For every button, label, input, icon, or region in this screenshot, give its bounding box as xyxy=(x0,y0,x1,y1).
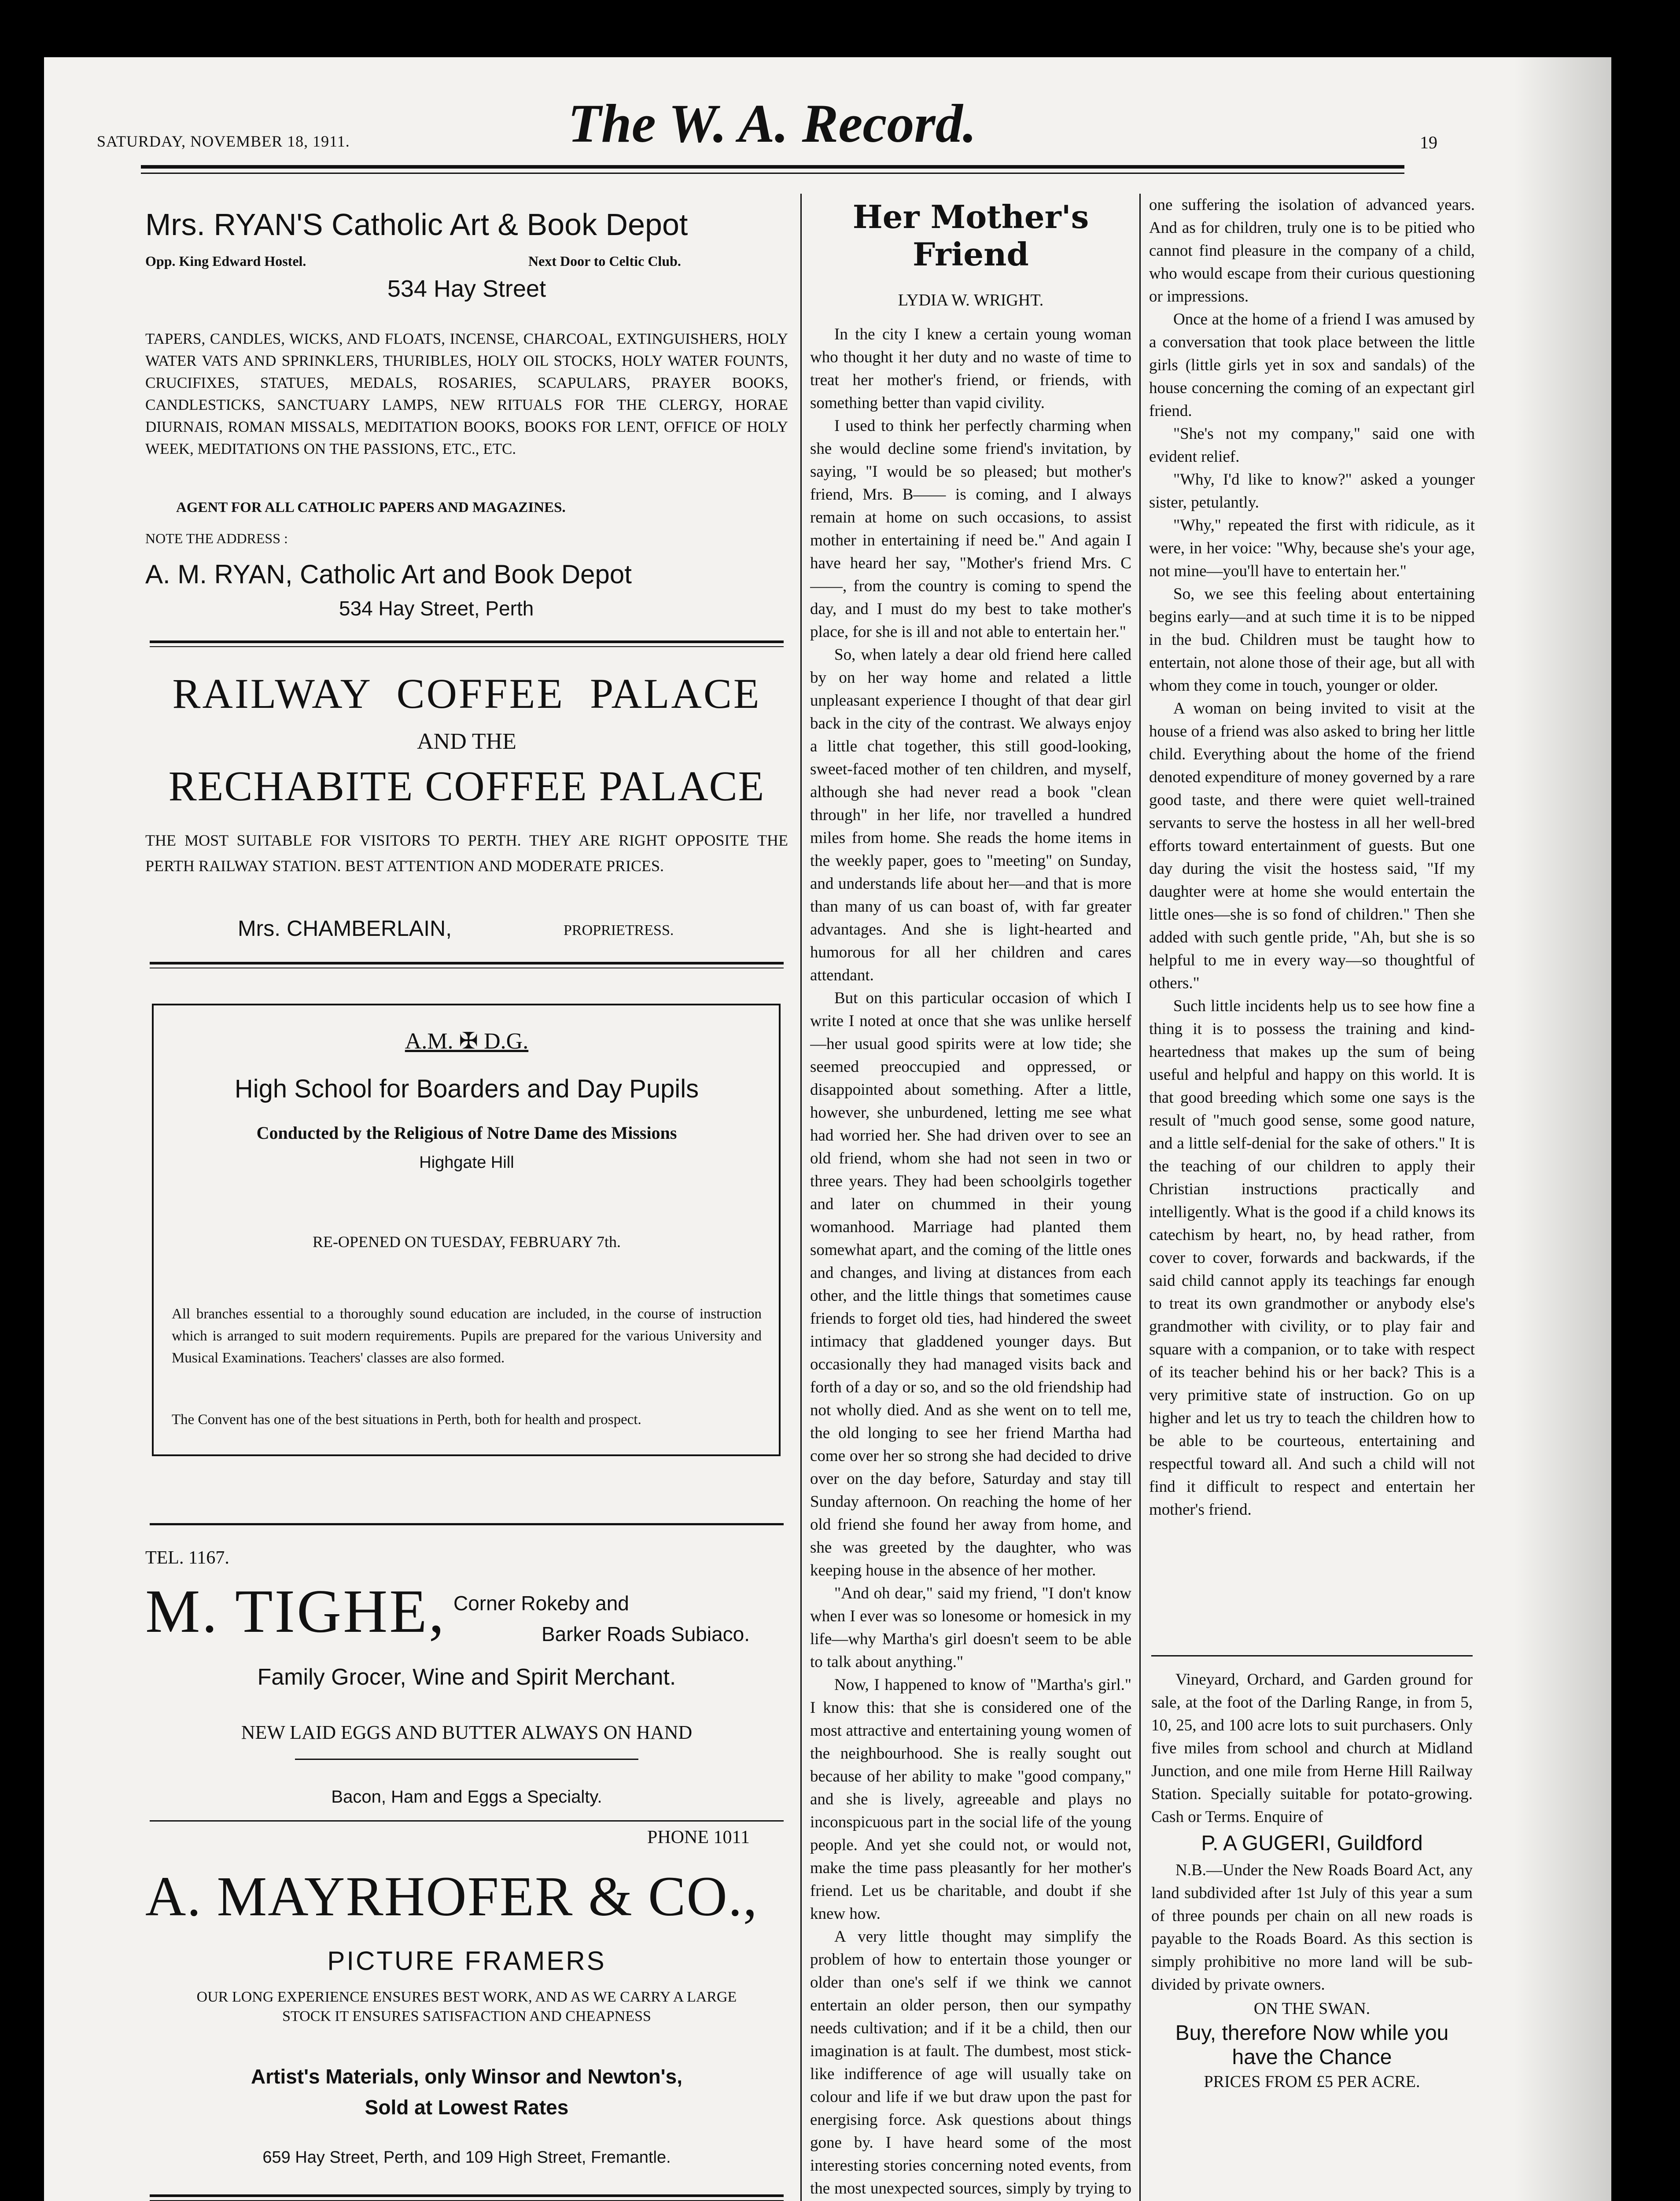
ryan-items: TAPERS, CANDLES, WICKS, AND FLOATS, INCENSE, CHARCOAL, EXTINGUISHERS, HOLY WATER VATS AND SPRINKLERS, THURIBLES, HOLY OIL STOCKS, HOLY WATER FOUNTS, CRUCIFIXES, STATUES, MEDALS, ROSARIES, SCAPULARS, PRAYER BOOKS, CANDLESTICKS, SANCTUARY LAMPS, NEW RITUALS FOR THE CLERGY, HORAE DIURNAIS, ROMAN MISSALS, MEDITATION BOOKS, BOOKS FOR LENT, OFFICE OF HOLY WEEK, MEDITATIONS ON THE PASSIONS, ETC., ETC. xyxy=(145,330,788,457)
article-byline: LYDIA W. WRIGHT. xyxy=(898,291,1044,309)
ryan-address: 534 Hay Street xyxy=(387,276,546,302)
tighe-tel: TEL. 1167. xyxy=(145,1548,229,1568)
ryan-title: Mrs. RYAN'S Catholic Art & Book Depot xyxy=(145,207,688,242)
ryan-note: NOTE THE ADDRESS : xyxy=(145,530,288,546)
article-paragraph: "Why, I'd like to know?" asked a younger sister, petulantly. xyxy=(1149,471,1475,512)
header-date: SATURDAY, NOVEMBER 18, 1911. xyxy=(97,133,350,150)
article-column-2 xyxy=(1149,194,1475,1638)
page-edge-shadow xyxy=(1514,57,1611,2201)
school-reopened: RE-OPENED ON TUESDAY, FEBRUARY 7th. xyxy=(312,1233,621,1251)
article-paragraph: one suffering the isolation of advanced years. And as for children, truly one is to be pitied who cannot find pleasure in the company of a child, who would escape from their curious questioning or impressions. xyxy=(1149,196,1475,305)
school-ad-box xyxy=(152,1004,781,1456)
mayrhofer-materials2: Sold at Lowest Rates xyxy=(365,2096,569,2119)
header-rule xyxy=(141,165,1404,169)
article-paragraph: A very little thought may simplify the problem of how to entertain those younger or older than one's self if we think we cannot entertain an older person, then our sympathy needs cultivation; and if it be a child, then our imagination is at fault. The dumbest, most stick-like indifference of age will usually take on colour and life if we but draw upon the past for energising force. Ask questions about things gone by. I have heard some of the most interesting stories concerning noted events, from the most unexpected sources, simply by trying to xyxy=(810,1928,1131,2197)
divider xyxy=(150,962,784,964)
vineyard-buy1: Buy, therefore Now while you xyxy=(1175,2021,1449,2045)
tighe-eggs: NEW LAID EGGS AND BUTTER ALWAYS ON HAND xyxy=(241,1722,693,1743)
article-paragraph: Now, I happened to know of "Martha's girl." I know this: that she is considered one of the most attractive and entertaining young women of the neighbourhood. She is really sought out because of her ability to make "good company," and she is lively, agreeable and plays no inconspicuous part in the social life of the young people. And yet she could not, or would not, make the time pass pleasantly for her mother's friend. Let us be charitable, and doubt if she knew how. xyxy=(810,1676,1131,1923)
tighe-trade: Family Grocer, Wine and Spirit Merchant. xyxy=(257,1664,676,1690)
ryan-left-tag: Opp. King Edward Hostel. xyxy=(145,253,306,269)
vineyard-note: N.B.—Under the New Roads Board Act, any land subdivided after 1st July of this year a sum of three pounds per chain on all new roads is payable to the Roads Board. As this section is simply prohibitive no more land will be sub-divided by private owners. xyxy=(1151,1861,1473,1994)
article-paragraph: But on this particular occasion of which I write I noted at once that she was unlike herself—her usual good spirits were at low tide; she seemed preoccupied and oppressed, or disappointed about something. After a little, however, she unburdened, letting me see what had worried her. She had driven over to see an old friend, whom she had not seen in two or three years. They had been schoolgirls together and later on chummed in their young womanhood. Marriage had planted them somewhat apart, and the coming of the little ones and changes, and living at distances from each other, and the little things that sometimes cause friends to forget old ties, had hindered the sweet intimacy that gladdened younger days. But occasionally they had managed visits back and forth of a day or so, and so the old friendship had not wholly died. And as she went on to tell me, the old longing to see her friend Martha had come over her so strong she had decided to drive over on the day before, Saturday and stay till Sunday afternoon. On reaching the home of her old friend she found her away from home, and she was greeted by the daughter, who was keeping house in the absence of her mother. xyxy=(810,989,1131,1579)
mayrhofer-name: A. MAYRHOFER & CO., xyxy=(145,1865,758,1928)
school-subtitle: Conducted by the Religious of Notre Dame des Missions xyxy=(256,1123,677,1143)
mayrhofer-materials1: Artist's Materials, only Winsor and Newton's, xyxy=(251,2065,682,2088)
article-paragraph: I used to think her perfectly charming when she would decline some friend's invitation, by saying, "I would be so pleased; but mother's friend, Mrs. B—— is coming, and I always remain at home on such occasions, to assist mother in entertaining if need be." And again I have heard her say, "Mother's friend Mrs. C——, from the country is coming to spend the day, and I must do my best to take mother's place, for she is ill and not able to entertain her." xyxy=(810,417,1131,641)
vineyard-buy2: have the Chance xyxy=(1232,2046,1392,2069)
divider xyxy=(150,2194,784,2197)
tighe-bacon: Bacon, Ham and Eggs a Specialty. xyxy=(331,1787,602,1807)
article-paragraph: Such little incidents help us to see how fine a thing it is to possess the training and kind-heartedness that makes up the sum of being useful and helpful and happy on this world. It is that good breeding which some one says is the result of "much good sense, some good nature, and a little self-denial for the sake of others." It is the teaching of our children to apply their Christian instructions practically and intelligently. What is the good if a child knows its catechism by heart, no, by head rather, from cover to cover, forwards and backwards, if the said child cannot apply its teachings far enough to treat its own grandmother or anybody else's grandmother with civility, or to play fair and square with a companion, or to take with respect of its teacher behind his or her back? This is a very primitive state of instruction. Go on up higher and let us try to teach the children how to be able to be courteous, entertaining and respectful toward all. And such a child will not find it difficult to respect and entertain her mother's friend. xyxy=(1149,997,1475,1519)
tighe-address2: Barker Roads Subiaco. xyxy=(542,1623,750,1645)
railway-proprietor: Mrs. CHAMBERLAIN, xyxy=(238,916,452,941)
article-title: Her Mother's Friend xyxy=(852,198,1089,273)
article-paragraph: A woman on being invited to visit at the house of a friend was also asked to bring her little child. Everything about the home of the friend denoted expenditure of money governed by a rare good taste, and there were quiet well-trained servants to serve the hostess in all her well-bred efforts toward entertainment of guests. But one day during the visit the hostess said, "If my daughter were at home she would entertain the little ones—she is so fond of children." Then she added with such gentle pride, "Ah, but she is so helpful to me in every way—so thoughtful of others." xyxy=(1149,699,1475,992)
school-motto: A.M. ✠ D.G. xyxy=(405,1029,529,1054)
article-paragraph: So, we see this feeling about entertaining begins early—and at such time it is to be nipped in the bud. Children must be taught how to entertain, not alone those of their age, but all with whom they come in touch, younger or older. xyxy=(1149,585,1475,695)
vineyard-ad xyxy=(1151,1668,1473,2201)
article-paragraph: "And oh dear," said my friend, "I don't know when I ever was so lonesome or homesick in my life—why Martha's girl doesn't seem to be able to talk about anything." xyxy=(810,1584,1131,1671)
school-title: High School for Boarders and Day Pupils xyxy=(234,1075,699,1103)
railway-line2: AND THE xyxy=(417,729,516,754)
article-paragraph: "She's not my company," said one with evident relief. xyxy=(1149,425,1475,466)
mayrhofer-body: OUR LONG EXPERIENCE ENSURES BEST WORK, AND AS WE CARRY A LARGE STOCK IT ENSURES SATISFACTION AND CHEAPNESS xyxy=(196,1989,737,2024)
divider xyxy=(1151,1655,1473,1656)
vineyard-name: P. A GUGERI, Guildford xyxy=(1201,1832,1423,1855)
school-para1: All branches essential to a thoroughly sound education are included, in the course of instruction which is arranged to suit modern requirements. Pupils are prepared for the various University and Musical Examinations. Teachers' classes are also formed. xyxy=(172,1306,762,1366)
header-rule-thin xyxy=(141,173,1404,174)
mayrhofer-phone: PHONE 1011 xyxy=(647,1827,750,1848)
tighe-name: M. TIGHE, xyxy=(145,1577,446,1645)
article-column-1 xyxy=(810,194,1131,2201)
railway-line1: RAILWAY COFFEE PALACE xyxy=(172,670,761,717)
school-location: Highgate Hill xyxy=(419,1153,514,1172)
divider-thin xyxy=(150,646,784,647)
short-rule xyxy=(295,1759,638,1760)
column-divider xyxy=(1139,194,1141,2201)
vineyard-prices: PRICES FROM £5 PER ACRE. xyxy=(1204,2072,1420,2091)
ryan-footer-address: 534 Hay Street, Perth xyxy=(339,597,534,620)
article-paragraph: "Why," repeated the first with ridicule, as it were, in her voice: "Why, because she's your age, not mine—you'll have to entertain her." xyxy=(1149,516,1475,580)
mayrhofer-address: 659 Hay Street, Perth, and 109 High Street, Fremantle. xyxy=(262,2148,671,2167)
ryan-right-tag: Next Door to Celtic Club. xyxy=(528,253,681,269)
school-para2: The Convent has one of the best situations in Perth, both for health and prospect. xyxy=(172,1412,641,1428)
article-paragraph: Once at the home of a friend I was amused by a conversation that took place between the little girls (little girls yet in sox and sandals) of the house concerning the coming of an expectant girl friend. xyxy=(1149,310,1475,420)
vineyard-swan: ON THE SWAN. xyxy=(1253,1999,1371,2018)
ryan-footer-name: A. M. RYAN, Catholic Art and Book Depot xyxy=(145,559,632,589)
article-body-col2 xyxy=(1149,194,1475,1521)
article-paragraph: In the city I knew a certain young woman who thought it her duty and no waste of time to treat her mother's friend, or friends, with something better than vapid civility. xyxy=(810,325,1131,412)
ryan-agent: AGENT FOR ALL CATHOLIC PAPERS AND MAGAZINES. xyxy=(176,500,566,515)
left-ad-column xyxy=(145,194,788,2201)
mayrhofer-trade: PICTURE FRAMERS xyxy=(327,1946,606,1976)
article-paragraph: So, when lately a dear old friend here called by on her way home and related a little unpleasant experience I thought of that dear girl back in the city of the contrast. We always enjoy a little chat together, this still good-looking, sweet-faced mother of ten children, and myself, although she had never read a book "clean through" in her life, nor travelled a hundred miles from home. She reads the home items in the weekly paper, goes to "meeting" on Sunday, and understands life about her—and that is more than many of us can boast of, with far greater advantages. And she is light-hearted and humorous for all her children and cares attendant. xyxy=(810,646,1131,984)
tighe-address1: Corner Rokeby and xyxy=(453,1592,629,1615)
railway-proprietress: PROPRIETRESS. xyxy=(564,922,674,939)
divider xyxy=(150,640,784,643)
masthead: The W. A. Record. xyxy=(568,93,976,154)
railway-body: THE MOST SUITABLE FOR VISITORS TO PERTH. THEY ARE RIGHT OPPOSITE THE PERTH RAILWAY STATION. BEST ATTENTION AND MODERATE PRICES. xyxy=(145,832,788,875)
column-divider xyxy=(800,194,802,2201)
divider xyxy=(150,1523,784,1525)
article-body-col1 xyxy=(810,323,1131,2201)
railway-line3: RECHABITE COFFEE PALACE xyxy=(168,762,765,810)
vineyard-body: Vineyard, Orchard, and Garden ground for sale, at the foot of the Darling Range, in from 5, 10, 25, and 100 acre lots to suit purchasers. Only five miles from school and church at Midland Junction, and one mile from Herne Hill Railway Station. Specially suitable for potato-growing. Cash or Terms. Enquire of xyxy=(1151,1671,1473,1826)
divider xyxy=(150,1820,784,1822)
page-number: 19 xyxy=(1420,133,1437,152)
